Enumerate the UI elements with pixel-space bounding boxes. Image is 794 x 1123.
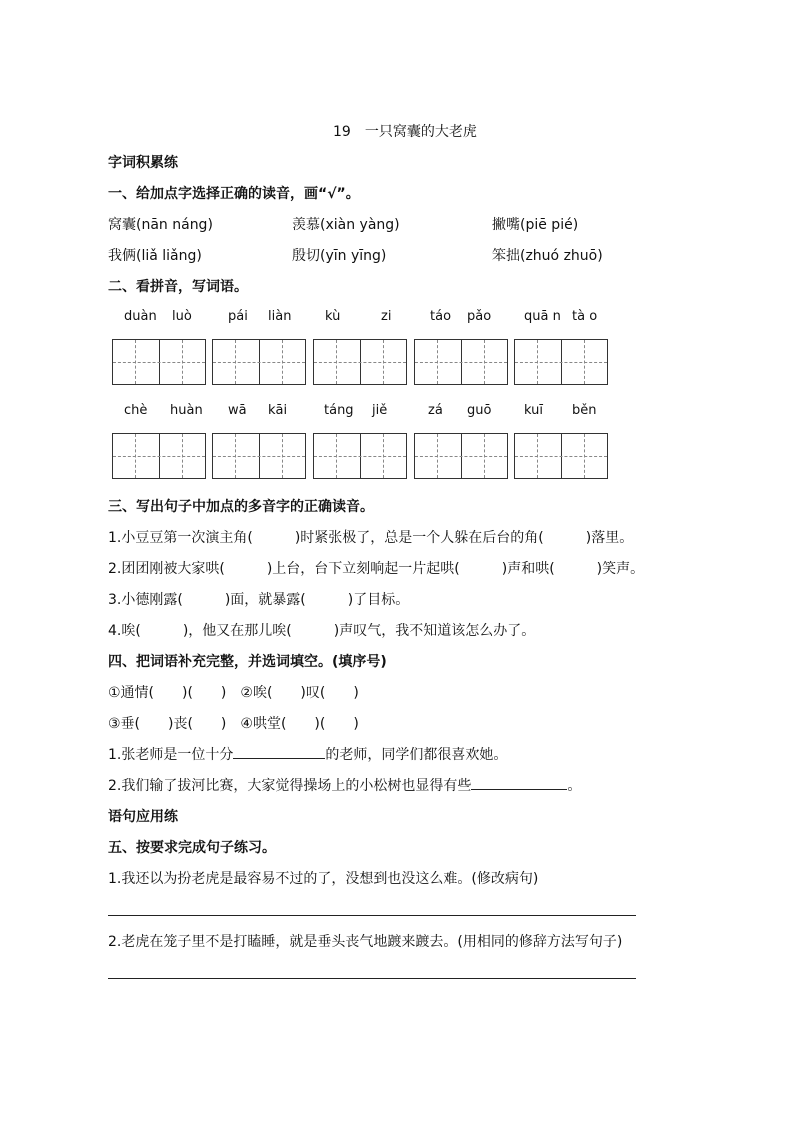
page-title: 19 一只窝囊的大老虎 — [333, 124, 477, 140]
q1-item: 殷切(yīn yīng) — [292, 248, 387, 264]
answer-blank[interactable] — [471, 775, 567, 790]
pinyin: zi — [381, 309, 392, 324]
answer-blank[interactable] — [233, 744, 325, 759]
pinyin: pái — [228, 309, 248, 324]
q1-item: 羡慕(xiàn yàng) — [292, 217, 400, 233]
pinyin: kāi — [268, 403, 288, 418]
q4-idioms-2: ③垂( )丧( ) ④哄堂( )( ) — [108, 716, 359, 732]
pinyin: táng — [324, 403, 354, 418]
writing-grid[interactable] — [212, 339, 306, 385]
q3-sentence: 2.团团刚被大家哄( )上台，台下立刻响起一片起哄( )声和哄( )笑声。 — [108, 561, 645, 577]
tian-grid-row-2 — [0, 433, 794, 481]
pinyin: pǎo — [467, 309, 492, 324]
q3-sentence: 1.小豆豆第一次演主角( )时紧张极了，总是一个人躲在后台的角( )落里。 — [108, 530, 634, 546]
q5-heading: 五、按要求完成句子练习。 — [108, 840, 276, 856]
section-sentence-practice: 语句应用练 — [108, 809, 178, 825]
q4-fill-1-post: 的老师，同学们都很喜欢她。 — [325, 747, 508, 763]
pinyin-row-1 — [0, 309, 794, 329]
q1-item: 窝囊(nān náng) — [108, 217, 213, 233]
q4-fill-2-post: 。 — [567, 778, 582, 794]
writing-grid[interactable] — [514, 339, 608, 385]
writing-grid[interactable] — [313, 339, 407, 385]
q1-item: 撇嘴(piē pié) — [492, 217, 579, 233]
pinyin: guō — [467, 403, 492, 418]
q3-heading: 三、写出句子中加点的多音字的正确读音。 — [108, 499, 374, 515]
q5-sentence-1: 1.我还以为扮老虎是最容易不过的了，没想到也没这么难。(修改病句) — [108, 871, 539, 887]
q4-heading: 四、把词语补充完整，并选词填空。(填序号) — [108, 654, 387, 670]
q5-sentence-2: 2.老虎在笼子里不是打瞌睡，就是垂头丧气地踱来踱去。(用相同的修辞方法写句子) — [108, 934, 623, 950]
q4-fill-1 — [108, 744, 507, 764]
q4-fill-1-pre: 1.张老师是一位十分 — [108, 747, 234, 763]
pinyin: chè — [124, 403, 148, 418]
tian-grid-row-1 — [0, 339, 794, 387]
answer-line[interactable] — [108, 978, 636, 979]
pinyin: kù — [325, 309, 341, 324]
writing-grid[interactable] — [414, 433, 508, 479]
section-vocab-practice: 字词积累练 — [108, 155, 178, 171]
q1-item: 我俩(liǎ liǎng) — [108, 248, 202, 264]
writing-grid[interactable] — [112, 339, 206, 385]
pinyin: duàn — [124, 309, 157, 324]
pinyin: kuī — [524, 403, 543, 418]
writing-grid[interactable] — [212, 433, 306, 479]
q1-heading: 一、给加点字选择正确的读音，画“√”。 — [108, 186, 360, 202]
writing-grid[interactable] — [313, 433, 407, 479]
writing-grid[interactable] — [414, 339, 508, 385]
pinyin: quā n — [524, 309, 561, 324]
pinyin-row-2 — [0, 403, 794, 423]
pinyin: wā — [228, 403, 247, 418]
q4-idioms-1: ①通情( )( ) ②唉( )叹( ) — [108, 685, 359, 701]
pinyin: tà o — [572, 309, 598, 324]
q3-sentence: 4.唉( )，他又在那儿唉( )声叹气，我不知道该怎么办了。 — [108, 623, 536, 639]
pinyin: táo — [430, 309, 452, 324]
writing-grid[interactable] — [112, 433, 206, 479]
q4-fill-2 — [108, 775, 581, 795]
answer-line[interactable] — [108, 915, 636, 916]
q3-sentence: 3.小德刚露( )面，就暴露( )了目标。 — [108, 592, 410, 608]
q4-fill-2-pre: 2.我们输了拔河比赛，大家觉得操场上的小松树也显得有些 — [108, 778, 472, 794]
q1-item: 笨拙(zhuó zhuō) — [492, 248, 603, 264]
pinyin: luò — [172, 309, 192, 324]
pinyin: liàn — [268, 309, 292, 324]
pinyin: huàn — [170, 403, 203, 418]
q2-heading: 二、看拼音，写词语。 — [108, 279, 248, 295]
pinyin: jiě — [372, 403, 388, 418]
writing-grid[interactable] — [514, 433, 608, 479]
pinyin: běn — [572, 403, 597, 418]
pinyin: zá — [428, 403, 443, 418]
